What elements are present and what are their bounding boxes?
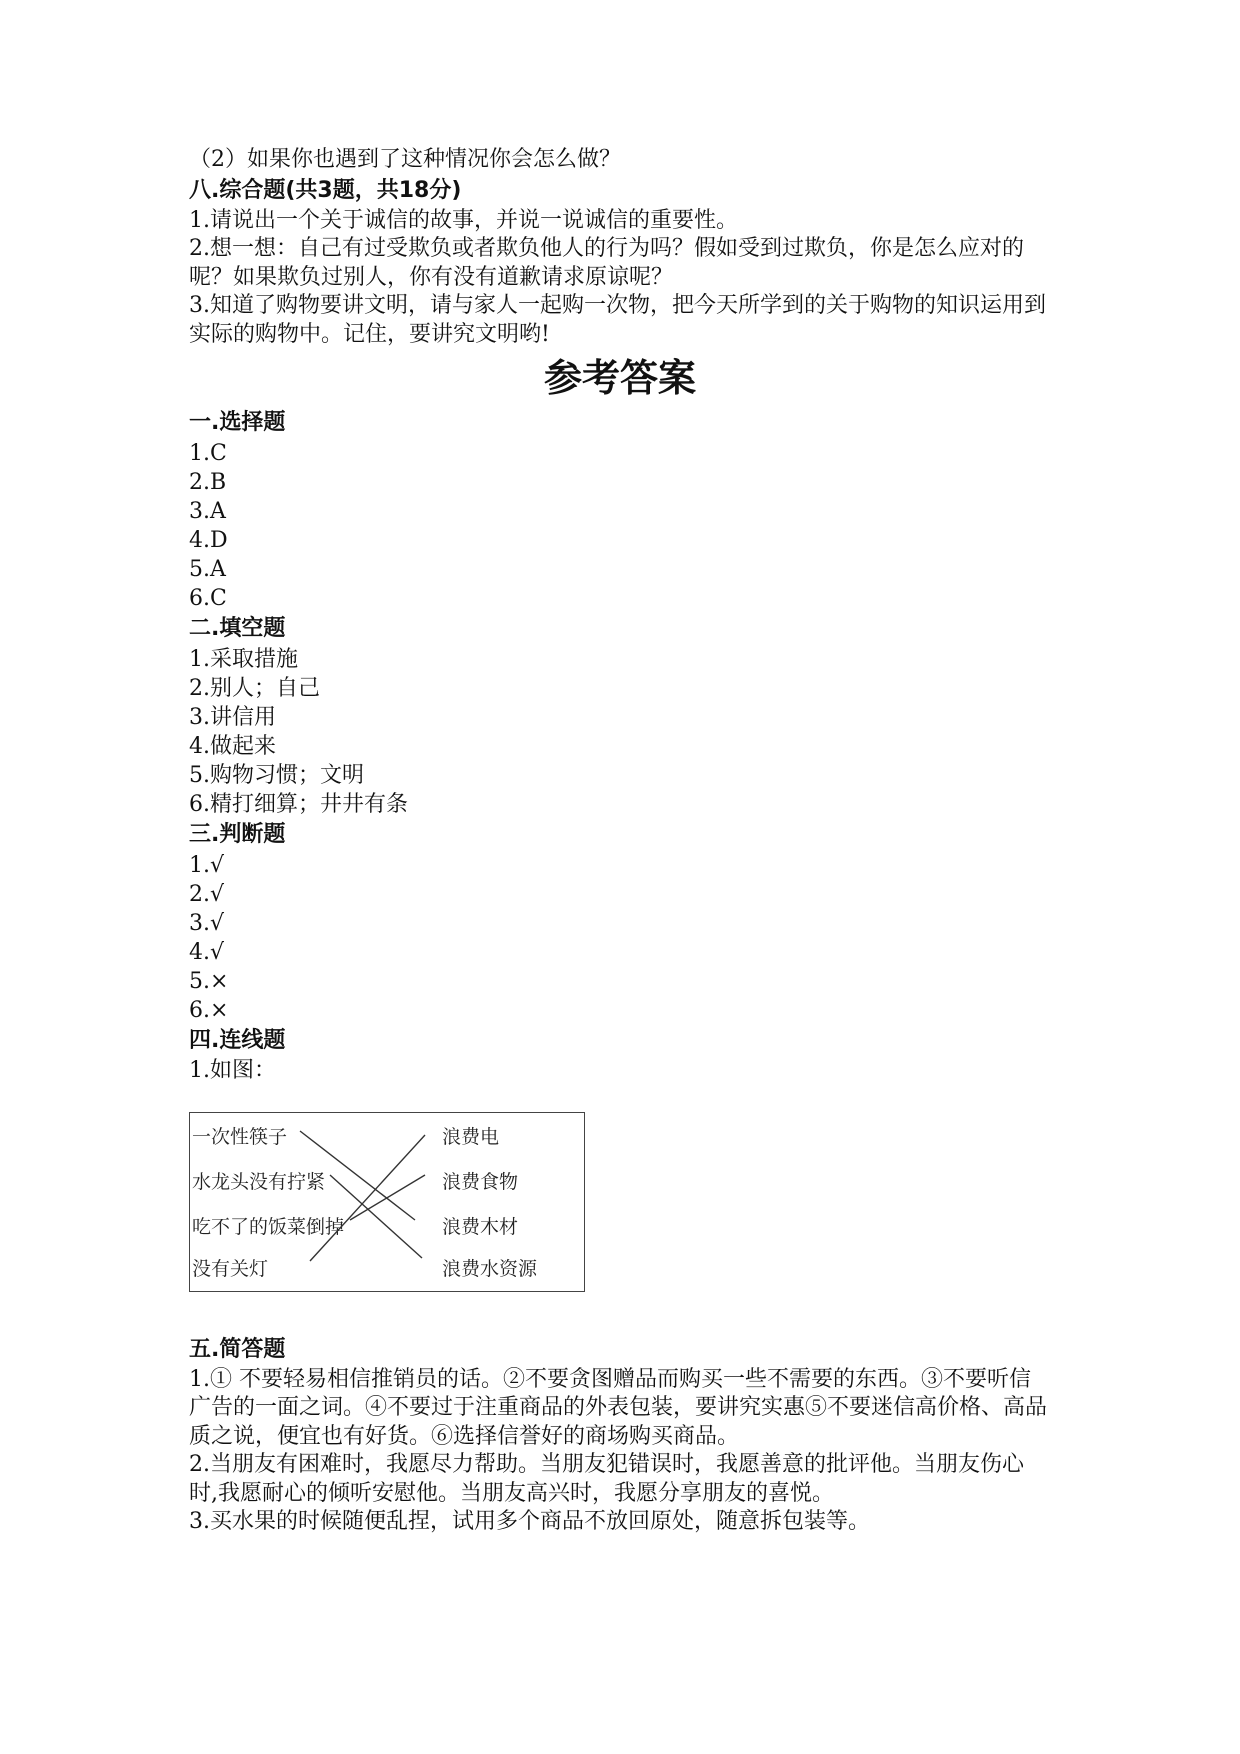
answer-item: 2.√: [189, 882, 225, 907]
answer-item: 6.C: [189, 586, 227, 611]
answer-item: 4.√: [189, 940, 225, 965]
section-4-heading: 四.连线题: [189, 1028, 286, 1053]
matching-lines-svg: [190, 1113, 584, 1291]
right-item: 浪费木材: [442, 1215, 519, 1238]
match-line: [310, 1135, 425, 1261]
short-answer-2: 2.当朋友有困难时，我愿尽力帮助。当朋友犯错误时，我愿善意的批评他。当朋友伤心时,我愿耐心的倾听安慰他。当朋友高兴时，我愿分享朋友的喜悦。: [189, 1452, 1024, 1506]
question-2-part: （2）如果你也遇到了这种情况你会怎么做？: [189, 147, 621, 172]
answer-item: 3.讲信用: [189, 705, 276, 730]
answer-item: 4.做起来: [189, 734, 276, 759]
answer-item: 3.√: [189, 911, 225, 936]
answer-item: 5.A: [189, 557, 226, 582]
answer-item: 2.别人；自己: [189, 676, 320, 701]
section-2-answers: [189, 645, 1051, 819]
answer-item: 1.如图：: [189, 1058, 276, 1083]
answer-item: 1.采取措施: [189, 647, 298, 672]
answer-item: 6.×: [189, 998, 229, 1023]
match-line: [350, 1175, 425, 1220]
short-answer-3: 3.买水果的时候随便乱捏，试用多个商品不放回原处，随意拆包装等。: [189, 1509, 870, 1534]
question-8-1: 1.请说出一个关于诚信的故事，并说一说诚信的重要性。: [189, 207, 738, 233]
answer-item: 2.B: [189, 470, 227, 495]
section-2-heading: 二.填空题: [189, 616, 286, 641]
section-8-heading: 八.综合题(共3题，共18分): [189, 177, 462, 203]
answer-item: 3.A: [189, 499, 226, 524]
left-item: 一次性筷子: [192, 1125, 288, 1148]
question-8-2: 2.想一想：自己有过受欺负或者欺负他人的行为吗？假如受到过欺负，你是怎么应对的呢？如果欺负过别人，你有没有道歉请求原谅呢？: [189, 236, 1024, 290]
section-5-heading: 五.简答题: [189, 1336, 286, 1362]
right-item: 浪费食物: [442, 1170, 519, 1193]
document-page: [189, 146, 1051, 1537]
section-1-answers: [189, 439, 1051, 613]
right-item: 浪费水资源: [442, 1257, 538, 1280]
answer-item: 5.购物习惯；文明: [189, 763, 364, 788]
answers-title: 参考答案: [543, 356, 696, 400]
question-8-3: 3.知道了购物要讲文明，请与家人一起购一次物，把今天所学到的关于购物的知识运用到实际的购物中。记住，要讲究文明哟!: [189, 293, 1046, 347]
left-item: 水龙头没有拧紧: [192, 1170, 326, 1193]
answer-item: 5.×: [189, 969, 229, 994]
short-answer-1: 1.① 不要轻易相信推销员的话。②不要贪图赠品而购买一些不需要的东西。③不要听信广告的一面之词。④不要过于注重商品的外表包装，要讲究实惠⑤不要迷信高价格、高品质之说，便宜也有好货。⑥选择信誉好的商场购买商品。: [189, 1366, 1048, 1449]
answer-item: 4.D: [189, 528, 228, 553]
section-3-answers: [189, 851, 1051, 1025]
answer-item: 6.精打细算；井井有条: [189, 792, 408, 817]
matching-figure: [189, 1112, 585, 1292]
section-3-heading: 三.判断题: [189, 822, 286, 847]
left-item: 吃不了的饭菜倒掉: [192, 1215, 345, 1238]
right-item: 浪费电: [442, 1125, 500, 1148]
left-item: 没有关灯: [192, 1257, 269, 1280]
answer-item: 1.C: [189, 441, 227, 466]
section-1-heading: 一.选择题: [189, 410, 286, 435]
answer-item: 1.√: [189, 853, 225, 878]
